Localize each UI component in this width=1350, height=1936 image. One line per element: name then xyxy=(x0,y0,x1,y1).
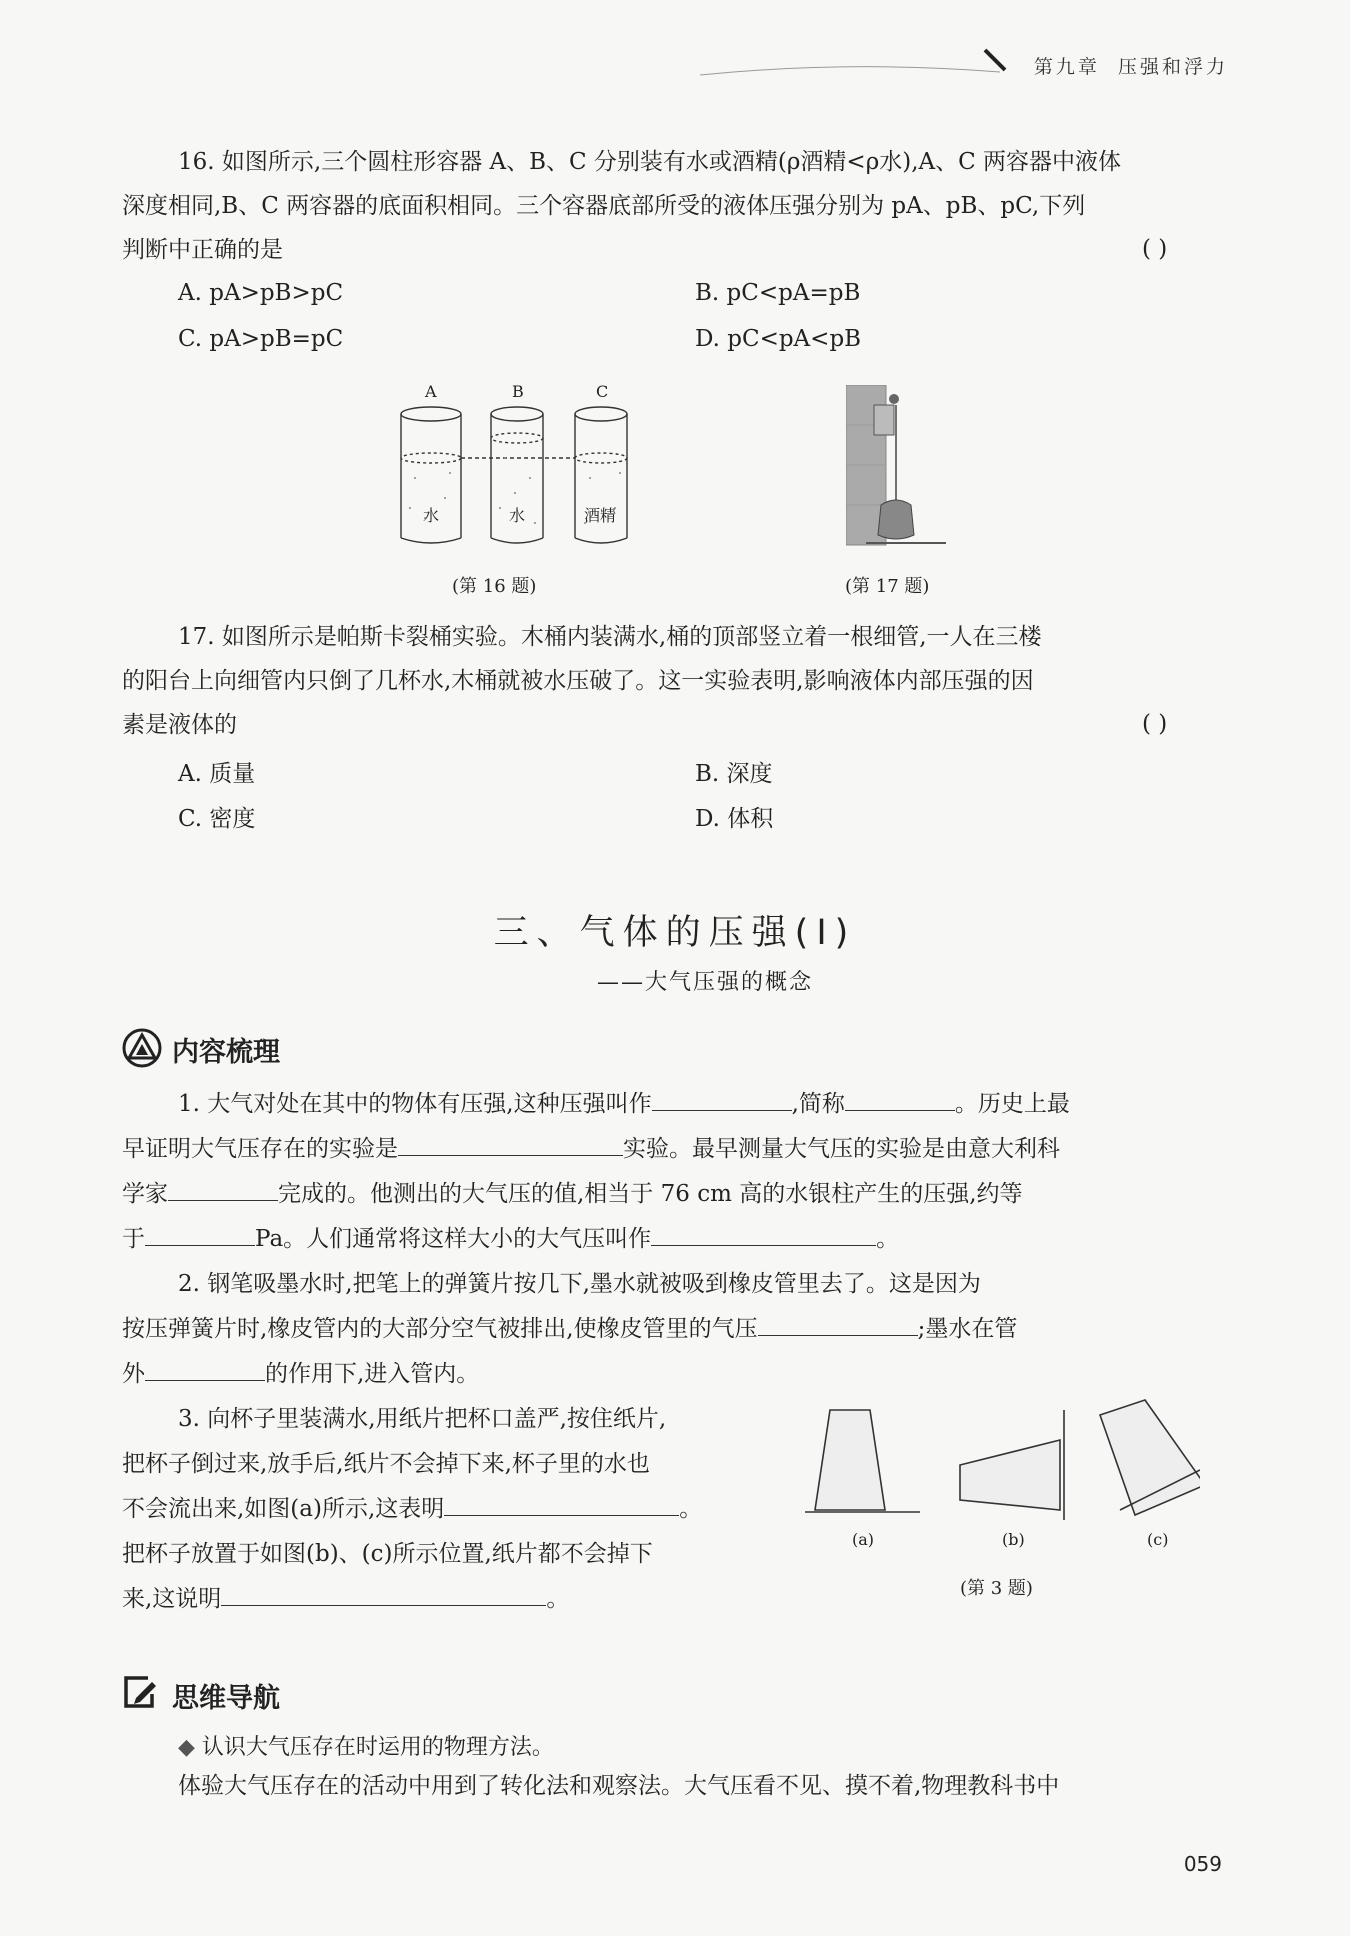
p1-text-a: 1. 大气对处在其中的物体有压强,这种压强叫作 xyxy=(178,1091,652,1117)
diamond-bullet-icon: ◆ xyxy=(178,1735,195,1760)
fig16-caption: (第 16 题) xyxy=(452,576,537,597)
page-number: 059 xyxy=(1183,1852,1222,1876)
q17-option-d[interactable]: D. 体积 xyxy=(695,806,774,832)
fig16-liquid-c: 酒精 xyxy=(584,506,617,525)
content-p3-line4: 把杯子放置于如图(b)、(c)所示位置,纸片都不会掉下 xyxy=(122,1541,653,1567)
content-triangle-icon xyxy=(122,1028,162,1068)
thinking-bullet-text: 认识大气压存在时运用的物理方法。 xyxy=(201,1735,554,1760)
fig3-label-b: (b) xyxy=(1002,1530,1025,1549)
fig16-label-c: C xyxy=(596,382,609,401)
p3-text-d: 。 xyxy=(546,1586,570,1612)
chapter-header xyxy=(1034,52,1228,79)
q16-line3: 判断中正确的是 xyxy=(122,237,283,263)
chapter-title: 压强和浮力 xyxy=(1117,56,1228,78)
fig3-label-c: (c) xyxy=(1147,1530,1169,1549)
fig3-caption: (第 3 题) xyxy=(960,1578,1033,1599)
p1-text-j: 。 xyxy=(876,1226,900,1252)
q16-option-b[interactable]: B. pC<pA=pB xyxy=(695,280,861,306)
figure-3-cups xyxy=(800,1390,1200,1520)
content-p2-line2 xyxy=(122,1307,1017,1352)
fig16-liquid-a: 水 xyxy=(423,506,440,525)
content-p2-line1: 2. 钢笔吸墨水时,把笔上的弹簧片按几下,墨水就被吸到橡皮管里去了。这是因为 xyxy=(178,1271,981,1297)
section-title: 三、气体的压强(Ⅰ) xyxy=(493,913,857,953)
content-p1-line2 xyxy=(122,1127,1060,1172)
blank-standard-pressure[interactable] xyxy=(651,1219,876,1246)
q16-line2: 深度相同,B、C 两容器的底面积相同。三个容器底部所受的液体压强分别为 pA、pB、pC,下列 xyxy=(122,193,1086,219)
content-heading: 内容梳理 xyxy=(172,1037,280,1068)
q17-line1: 17. 如图所示是帕斯卡裂桶实验。木桶内装满水,桶的顶部竖立着一根细管,一人在三楼 xyxy=(178,624,1042,650)
p3-text-c: 来,这说明 xyxy=(122,1586,222,1612)
p2-text-a: 按压弹簧片时,橡皮管内的大部分空气被排出,使橡皮管里的气压 xyxy=(122,1316,758,1342)
content-p3-line2: 把杯子倒过来,放手后,纸片不会掉下来,杯子里的水也 xyxy=(122,1451,650,1477)
p1-text-c: 。历史上最 xyxy=(954,1091,1070,1117)
content-p2-line3 xyxy=(122,1352,479,1397)
q17-option-a[interactable]: A. 质量 xyxy=(178,761,256,787)
q16-option-a[interactable]: A. pA>pB>pC xyxy=(178,280,344,306)
blank-tube-pressure[interactable] xyxy=(758,1309,918,1336)
content-p1-line1 xyxy=(178,1082,1070,1127)
p2-text-c: 外 xyxy=(122,1361,145,1387)
p3-text-a: 不会流出来,如图(a)所示,这表明 xyxy=(122,1496,445,1522)
blank-outside-force[interactable] xyxy=(145,1354,265,1381)
q17-answer-paren[interactable]: ( ) xyxy=(1142,711,1168,737)
content-p3-line3 xyxy=(122,1487,702,1532)
blank-pascal-value[interactable] xyxy=(145,1219,255,1246)
p1-text-e: 实验。最早测量大气压的实验是由意大利科 xyxy=(623,1136,1060,1162)
fig16-liquid-b: 水 xyxy=(509,506,526,525)
p3-text-b: 。 xyxy=(679,1496,703,1522)
p1-text-b: ,简称 xyxy=(791,1091,845,1117)
thinking-bullet xyxy=(178,1730,554,1761)
header-decoration xyxy=(700,30,1020,80)
p1-text-f: 学家 xyxy=(122,1181,168,1207)
pencil-edit-icon xyxy=(122,1674,158,1710)
blank-scientist[interactable] xyxy=(168,1174,278,1201)
thinking-heading: 思维导航 xyxy=(172,1683,280,1714)
figure-16-containers xyxy=(395,378,640,553)
blank-explains[interactable] xyxy=(221,1579,546,1606)
blank-experiment[interactable] xyxy=(398,1129,623,1156)
thinking-text: 体验大气压存在的活动中用到了转化法和观察法。大气压看不见、摸不着,物理教科书中 xyxy=(178,1773,1060,1799)
content-p3-line5 xyxy=(122,1577,569,1622)
p1-text-i: Pa。人们通常将这样大小的大气压叫作 xyxy=(255,1226,652,1252)
fig17-caption: (第 17 题) xyxy=(845,576,930,597)
blank-short-name[interactable] xyxy=(845,1084,955,1111)
blank-shows[interactable] xyxy=(444,1489,679,1516)
q16-line1: 16. 如图所示,三个圆柱形容器 A、B、C 分别装有水或酒精(ρ酒精<ρ水),A、C 两容器中液体 xyxy=(178,149,1122,175)
q17-line2: 的阳台上向细管内只倒了几杯水,木桶就被水压破了。这一实验表明,影响液体内部压强的因 xyxy=(122,668,1034,694)
content-p1-line3 xyxy=(122,1172,1023,1217)
p1-text-g: 完成的。他测出的大气压的值,相当于 76 cm 高的水银柱产生的压强,约等 xyxy=(278,1181,1023,1207)
fig16-label-b: B xyxy=(512,382,524,401)
p1-text-d: 早证明大气压存在的实验是 xyxy=(122,1136,398,1162)
content-p1-line4 xyxy=(122,1217,899,1262)
q17-line3: 素是液体的 xyxy=(122,712,237,738)
q16-option-c[interactable]: C. pA>pB=pC xyxy=(178,326,344,352)
p2-text-b: ;墨水在管 xyxy=(917,1316,1018,1342)
q17-option-c[interactable]: C. 密度 xyxy=(178,806,256,832)
blank-pressure-name[interactable] xyxy=(652,1084,792,1111)
q16-option-d[interactable]: D. pC<pA<pB xyxy=(695,326,862,352)
chapter-number: 第九章 xyxy=(1033,56,1100,78)
fig16-label-a: A xyxy=(425,382,437,401)
q16-answer-paren[interactable]: ( ) xyxy=(1142,236,1168,262)
figure-17-barrel-experiment xyxy=(846,385,956,550)
p1-text-h: 于 xyxy=(122,1226,145,1252)
q17-option-b[interactable]: B. 深度 xyxy=(695,761,773,787)
content-p3-line1: 3. 向杯子里装满水,用纸片把杯口盖严,按住纸片, xyxy=(178,1406,667,1432)
p2-text-d: 的作用下,进入管内。 xyxy=(265,1361,480,1387)
section-subtitle: ——大气压强的概念 xyxy=(596,970,813,995)
fig3-label-a: (a) xyxy=(852,1530,875,1549)
